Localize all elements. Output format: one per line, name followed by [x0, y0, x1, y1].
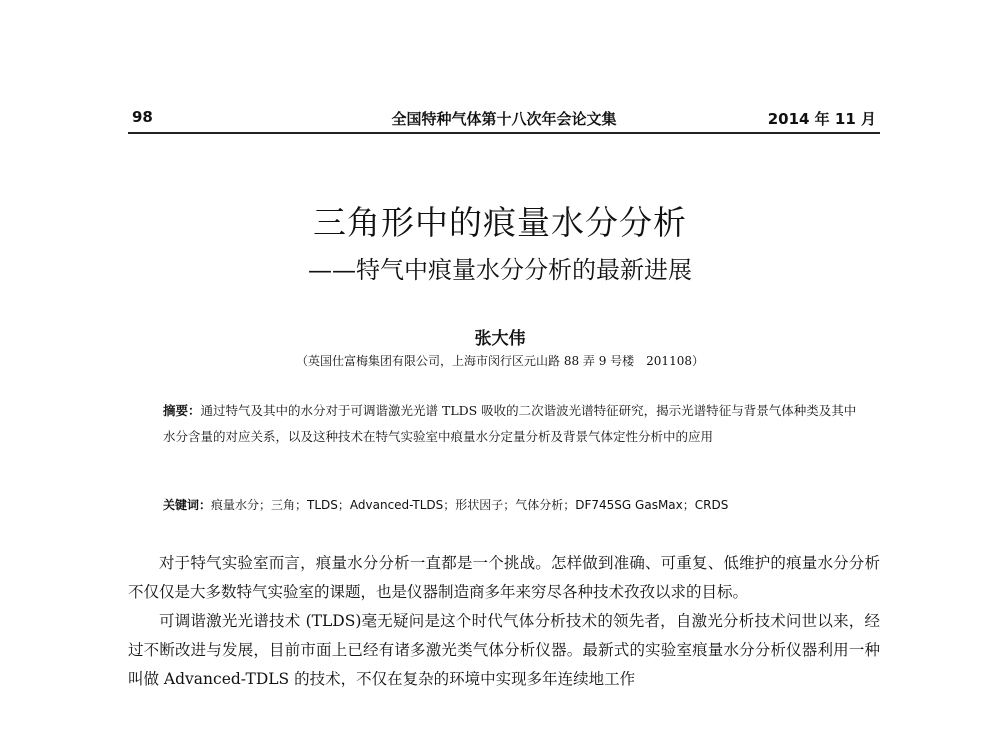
body-paragraph: 可调谐激光光谱技术 (TLDS)毫无疑问是这个时代气体分析技术的领先者，自激光分析技术问世以来，经过不断改进与发展，目前市面上已经有诸多激光类气体分析仪器。最新式的实验室痕量水分分析仪器利用一种叫做 Advanced-TDLS 的技术，不仅在复杂的环境中实现多年连续地工作	[128, 612, 880, 688]
abstract-text: 通过特气及其中的水分对于可调谐激光光谱 TLDS 吸收的二次谐波光谱特征研究，揭示光谱特征与背景气体种类及其中水分含量的对应关系，以及这种技术在特气实验室中痕量水分定量分析及背景气体定性分析中的应用	[163, 403, 857, 444]
keywords-text: 痕量水分；三角；TLDS；Advanced-TLDS；形状因子；气体分析；DF745SG GasMax；CRDS	[211, 498, 729, 512]
abstract	[163, 398, 863, 450]
article-subtitle: ——特气中痕量水分分析的最新进展	[308, 256, 692, 284]
author-affiliation: （英国仕富梅集团有限公司，上海市闵行区元山路 88 弄 9 号楼 201108）	[296, 354, 704, 368]
author-name: 张大伟	[474, 329, 526, 349]
running-header	[128, 104, 880, 134]
journal-title: 全国特种气体第十八次年会论文集	[391, 110, 617, 128]
article-title: 三角形中的痕量水分分析	[313, 203, 687, 242]
publication-date: 2014 年 11 月	[767, 110, 876, 128]
page-number: 98	[132, 108, 153, 126]
abstract-label: 摘要：	[163, 403, 201, 418]
keywords-label: 关键词：	[163, 498, 212, 512]
body-paragraph: 对于特气实验室而言，痕量水分分析一直都是一个挑战。怎样做到准确、可重复、低维护的痕量水分分析不仅仅是大多数特气实验室的课题，也是仪器制造商多年来穷尽各种技术孜孜以求的目标。	[128, 554, 880, 601]
body-text	[128, 549, 880, 694]
keywords	[163, 494, 863, 516]
